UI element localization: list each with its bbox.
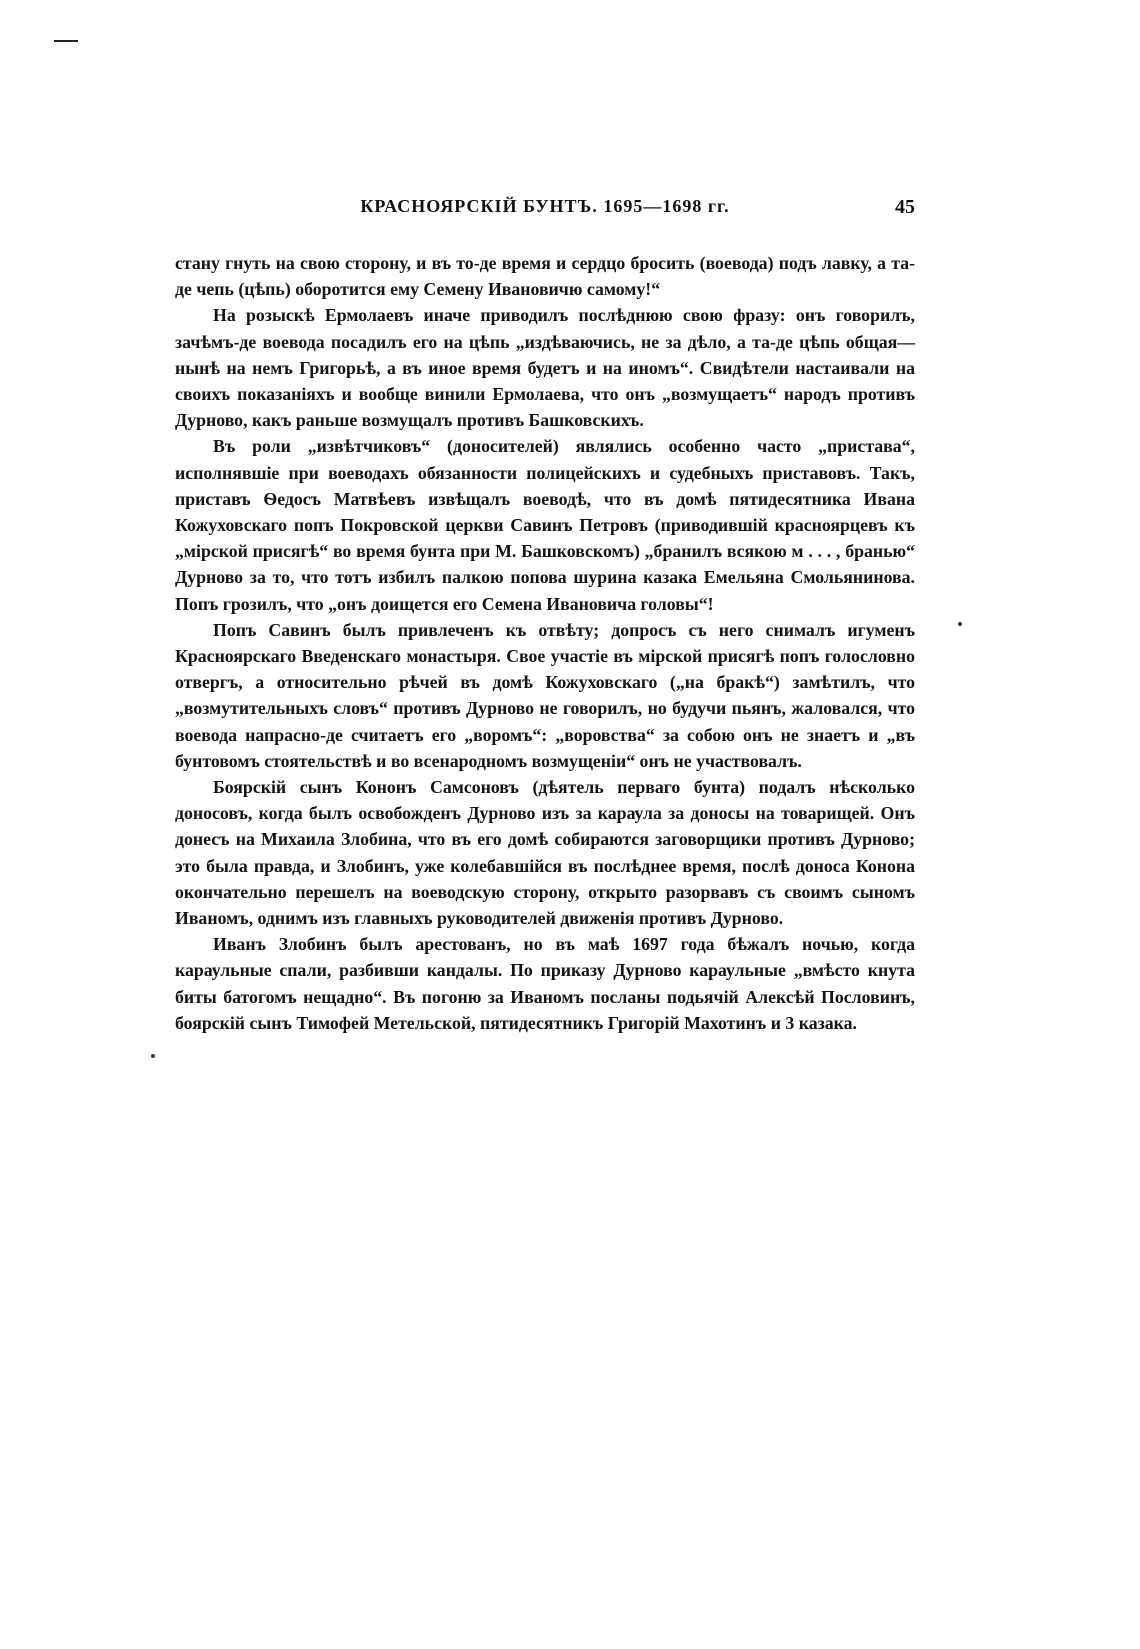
page-header <box>175 196 915 226</box>
body-text <box>175 250 915 1036</box>
paragraph: На розыскѣ Ермолаевъ иначе приводилъ послѣднюю свою фразу: онъ говорилъ, зачѣмъ-де воевода посадилъ его на цѣпь „издѣваючись, не за дѣло, а та-де цѣпь общая—нынѣ на немъ Григорьѣ, а въ иное время будетъ и на иномъ“. Свидѣтели настаивали на своихъ показаніяхъ и вообще винили Ермолаева, что онъ „возмущаетъ“ народъ противъ Дурново, какъ раньше возмущалъ противъ Башковскихъ. <box>175 305 915 431</box>
paragraph: Попъ Савинъ былъ привлеченъ къ отвѣту; допросъ съ него снималъ игуменъ Красноярскаго Введенскаго монастыря. Свое участіе въ мірской присягѣ попъ голословно отвергъ, а относительно рѣчей въ домѣ Кожуховскаго („на бракѣ“) замѣтилъ, что „возмутительныхъ словъ“ противъ Дурново не говорилъ, но будучи пьянъ, жаловался, что воевода напрасно-де считаетъ его „воромъ“: „воровства“ за собою онъ не знаетъ и „въ бунтовомъ стоятельствѣ и во всенародномъ возмущеніи“ онъ не участвовалъ. <box>175 619 915 771</box>
paragraph: стану гнуть на свою сторону, и въ то-де время и сердцо бросить (воевода) подъ лавку, а та-де чепь (цѣпь) оборотится ему Семену Ивановичю самому!“ <box>175 253 915 300</box>
paragraph: Боярскій сынъ Кононъ Самсоновъ (дѣятель перваго бунта) подалъ нѣсколько доносовъ, когда былъ освобожденъ Дурново изъ за караула за доносы на товарищей. Онъ донесъ на Михаила Злобина, что въ его домѣ собираются заговорщики противъ Дурново; это была правда, и Злобинъ, уже колебавшійся въ послѣднее время, послѣ доноса Конона окончательно перешелъ на воеводскую сторону, открыто разорвавъ съ своимъ сыномъ Иваномъ, однимъ изъ главныхъ руководителей движенія противъ Дурново. <box>175 777 915 929</box>
scan-corner-mark <box>54 40 78 42</box>
running-title: КРАСНОЯРСКІЙ БУНТЪ. 1695—1698 гг. <box>360 196 730 216</box>
paragraph: Иванъ Злобинъ былъ арестованъ, но въ маѣ 1697 года бѣжалъ ночью, когда караульные спали, разбивши кандалы. По приказу Дурново караульные „вмѣсто кнута биты батогомъ нещадно“. Въ погоню за Иваномъ посланы подьячій Алексѣй Пословинъ, боярскій сынъ Тимофей Метельской, пятидесятникъ Григорій Махотинъ и 3 казака. <box>175 934 915 1033</box>
scan-speck <box>958 622 962 626</box>
scan-speck <box>151 1054 155 1058</box>
paragraph: Въ роли „извѣтчиковъ“ (доносителей) являлись особенно часто „пристава“, исполнявшіе при воеводахъ обязанности полицейскихъ и судебныхъ приставовъ. Такъ, приставъ Ѳедосъ Матвѣевъ извѣщалъ воеводѣ, что въ домѣ пятидесятника Ивана Кожуховскаго попъ Покровской церкви Савинъ Петровъ (приводившій красноярцевъ къ „мірской присягѣ“ во время бунта при М. Башковскомъ) „бранилъ всякою м . . . , бранью“ Дурново за то, что тотъ избилъ палкою попова шурина казака Емельяна Смольянинова. Попъ грозилъ, что „онъ доищется его Семена Ивановича головы“! <box>175 436 915 614</box>
page-number: 45 <box>895 196 915 218</box>
